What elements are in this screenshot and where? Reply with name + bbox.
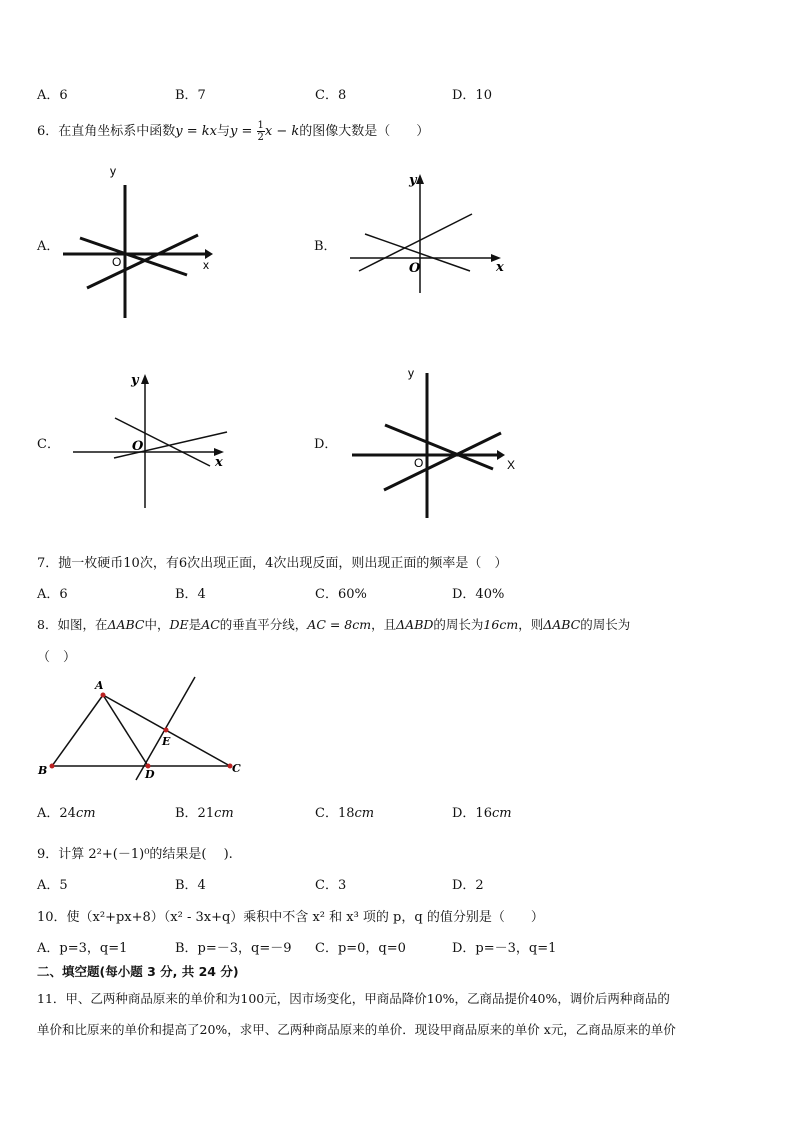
q8-option-d: D．16cm [452, 806, 512, 821]
q10-option-c: C．p=0，q=0 [315, 941, 406, 956]
section2-title: 二、填空题(每小题 3 分, 共 24 分) [37, 964, 239, 979]
q8-option-c: C．18cm [315, 806, 375, 821]
q5-option-c: C．8 [315, 88, 347, 103]
graph-c-x-label: x [215, 455, 223, 470]
q8-point-e: E [162, 735, 171, 748]
graph-d-line-2 [384, 433, 501, 490]
q11-line2: 单价和比原来的单价和提高了20%，求甲、乙两种商品原来的单价．现设甲商品原来的单价 x元，乙商品原来的单价 [37, 1022, 676, 1037]
q8-point-a: A [95, 679, 104, 692]
q9-option-a: A．5 [37, 878, 68, 893]
q8-point-d: D [145, 768, 155, 781]
q9-option-d: D．2 [452, 878, 484, 893]
q6-label-d: D． [314, 437, 338, 452]
q11-line1: 11．甲、乙两种商品原来的单价和为100元，因市场变化，甲商品降价10%，乙商品提价40%，调价后两种商品的 [37, 991, 670, 1006]
graph-a-x-label: x [203, 258, 209, 272]
graph-c-origin-label: O [132, 439, 144, 454]
graph-d-origin-label: O [414, 456, 424, 470]
graph-b-x-label: x [496, 260, 504, 275]
q6-suffix: 的图像大数是（ ） [299, 124, 430, 139]
graph-c-y-label: y [131, 373, 139, 388]
q9-option-c: C．3 [315, 878, 347, 893]
graph-a-origin-label: O [112, 255, 122, 269]
q8-stem-1: 8．如图，在 [37, 617, 108, 632]
graph-d-x-arrow-icon [497, 450, 505, 460]
q10-option-b: B．p=－3，q=－9 [175, 941, 292, 956]
q8-ac: AC [201, 617, 220, 632]
q10-option-a: A．p=3，q=1 [37, 941, 128, 956]
q5-option-d: D．10 [452, 88, 492, 103]
q7-option-a: A．6 [37, 587, 68, 602]
q6-label-c: C． [37, 437, 60, 452]
q8-tri3: ΔABC [543, 617, 581, 632]
graph-d-y-label: y [408, 366, 414, 380]
graph-a-line-2 [87, 235, 198, 288]
q8-point-c: C [232, 762, 241, 775]
q6-graph-a [55, 165, 225, 325]
q6-frac-num: 1 [257, 120, 264, 131]
graph-a-y-label: y [110, 164, 116, 178]
q8-stem-8: 的周长为 [580, 617, 631, 632]
q9-stem: 9．计算 2²+(－1)⁰的结果是( ). [37, 847, 233, 862]
q6-stem [37, 120, 429, 143]
q8-stem-4: 的垂直平分线， [219, 617, 308, 632]
q8-stem-6: 的周长为 [433, 617, 484, 632]
q6-f2-right: x − k [264, 124, 300, 139]
q6-label-a: A． [37, 239, 60, 254]
q5-option-a: A．6 [37, 88, 68, 103]
q8-tri1: ΔABC [107, 617, 145, 632]
q8-option-b: B．21cm [175, 806, 234, 821]
q8-ac-eq: AC = 8cm [307, 617, 372, 632]
q8-point-b: B [38, 764, 48, 777]
q6-label-b: B． [314, 239, 337, 254]
graph-b-origin-label: O [409, 261, 421, 276]
q7-stem: 7．抛一枚硬币10次，有6次出现正面，4次出现反面，则出现正面的频率是（ ） [37, 556, 508, 571]
q8-per: 16cm [483, 617, 519, 632]
q8-stem-7: ，则 [518, 617, 544, 632]
q9-option-b: B．4 [175, 878, 206, 893]
q7-option-d: D．40% [452, 587, 505, 602]
q8-stem-2: 中， [144, 617, 170, 632]
q6-f2-left: y = [230, 124, 253, 139]
graph-b-y-label: y [409, 173, 417, 188]
q5-option-b: B．7 [175, 88, 206, 103]
q6-graph-b [345, 170, 515, 300]
q6-graph-c [70, 368, 240, 518]
graph-b-y-arrow-icon [416, 174, 424, 184]
q6-prefix: 6．在直角坐标系中函数 [37, 124, 176, 139]
graph-d-x-label: X [507, 458, 516, 472]
q6-fraction [257, 120, 265, 143]
q6-frac-den: 2 [257, 132, 264, 143]
graph-a-line-1 [80, 238, 187, 275]
q8-stem [37, 615, 630, 633]
q8-stem-5: ，且 [371, 617, 397, 632]
q8-de: DE [169, 617, 189, 632]
q10-option-d: D．p=－3，q=1 [452, 941, 557, 956]
q6-graph-d [347, 365, 522, 525]
q8-figure [35, 675, 250, 785]
graph-c-y-arrow-icon [141, 374, 149, 384]
q8-tri2: ΔABD [396, 617, 434, 632]
q10-stem: 10．使（x²+px+8）（x² - 3x+q）乘积中不含 x² 和 x³ 项的 p，q 的值分别是（ ） [37, 910, 544, 925]
q8-stem-line2: （ ） [37, 650, 77, 665]
q8-option-a: A．24cm [37, 806, 96, 821]
q7-option-b: B．4 [175, 587, 206, 602]
q6-mid: 与 [217, 124, 231, 139]
graph-c-line-1 [115, 418, 210, 466]
q8-stem-3: 是 [188, 617, 202, 632]
q7-option-c: C．60% [315, 587, 367, 602]
graph-c-line-2 [114, 432, 227, 458]
q6-f1: y = kx [175, 124, 217, 139]
